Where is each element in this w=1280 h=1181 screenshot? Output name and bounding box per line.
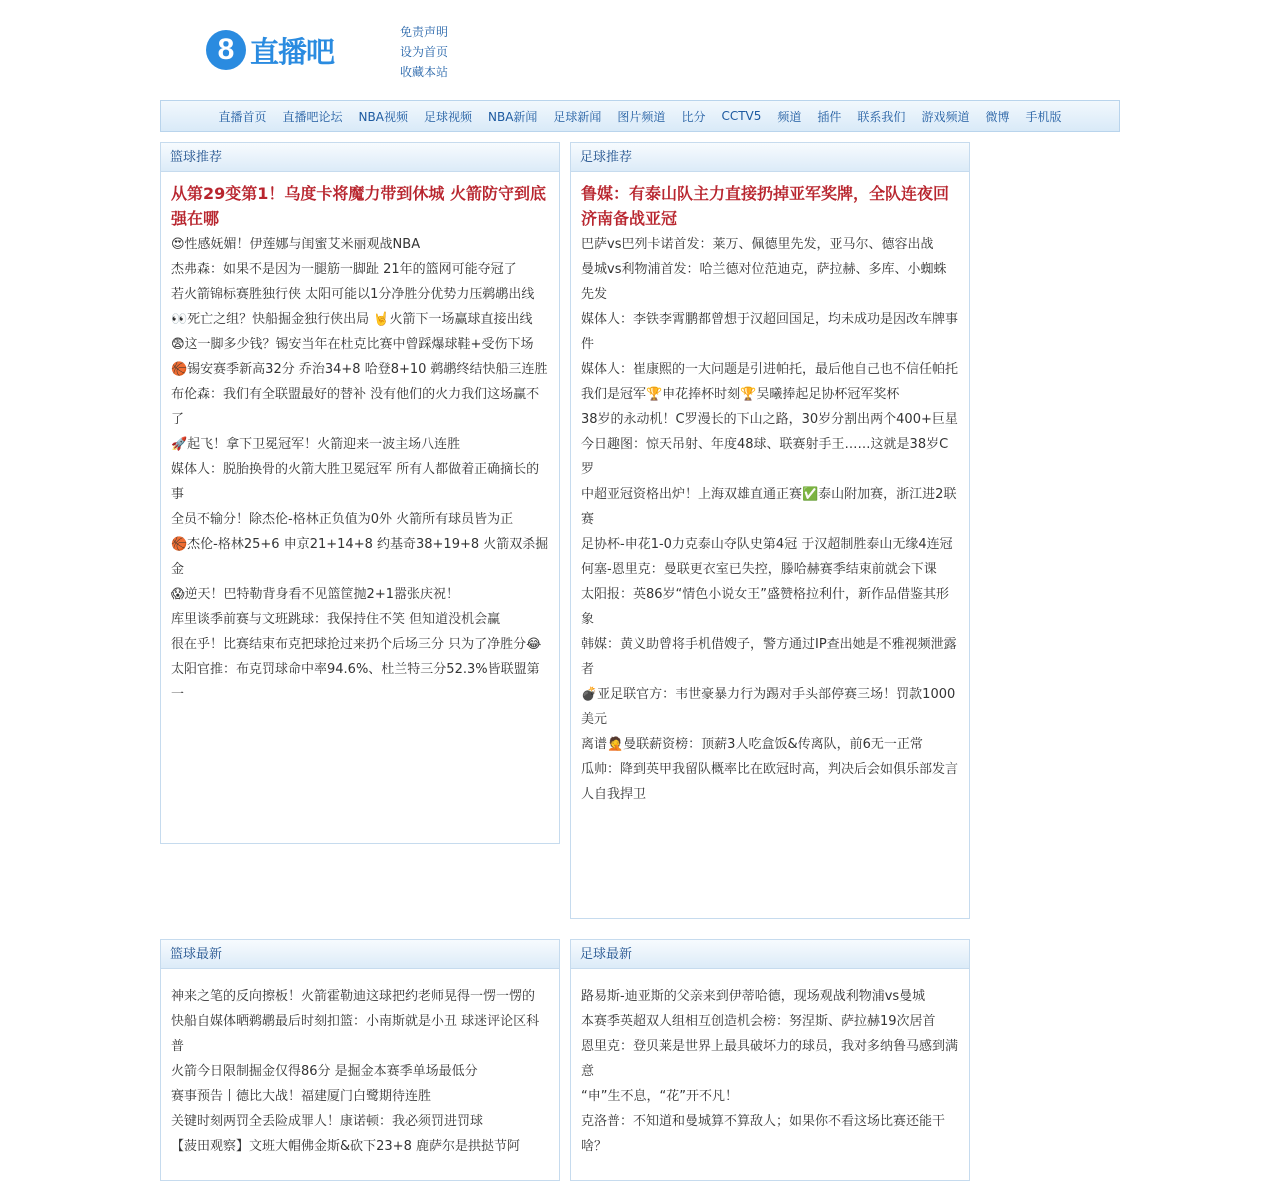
- list-item: [581, 1084, 959, 1109]
- panel-title: 篮球推荐: [161, 143, 559, 172]
- nav-scores[interactable]: 比分: [681, 109, 706, 124]
- news-link[interactable]: 关键时刻两罚全丢险成罪人！康诺顿：我必须罚进罚球: [171, 1114, 484, 1129]
- nav-nba-video[interactable]: NBA视频: [358, 109, 408, 124]
- list-item: [581, 407, 959, 432]
- panel-title: 足球最新: [571, 940, 969, 969]
- news-link[interactable]: 火箭今日限制掘金仅得86分 是掘金本赛季单场最低分: [171, 1064, 478, 1079]
- nav-football-news[interactable]: 足球新闻: [553, 109, 602, 124]
- main-nav: [160, 100, 1120, 132]
- news-link[interactable]: 库里谈季前赛与文班跳球：我保持住不笑 但知道没机会赢: [171, 612, 501, 627]
- nav-nba-news[interactable]: NBA新闻: [487, 109, 538, 124]
- list-item: [171, 457, 549, 507]
- list-item: [581, 482, 959, 532]
- news-link[interactable]: 今日趣图：惊天吊射、年度48球、联赛射手王……这就是38岁C罗: [581, 437, 949, 477]
- list-item: [171, 532, 549, 582]
- list-item: [171, 307, 549, 332]
- news-link[interactable]: 很在乎！比赛结束布克把球抢过来扔个后场三分 只为了净胜分😂: [171, 637, 542, 652]
- list-item: [581, 557, 959, 582]
- news-link[interactable]: 路易斯-迪亚斯的父亲来到伊蒂哈德，现场观战利物浦vs曼城: [581, 989, 926, 1004]
- nav-home[interactable]: 直播首页: [218, 109, 267, 124]
- basketball-latest-panel: [160, 939, 560, 1181]
- list-item: [581, 532, 959, 557]
- list-item: [171, 232, 549, 257]
- news-link[interactable]: 本赛季英超双人组相互创造机会榜：努涅斯、萨拉赫19次居首: [581, 1014, 936, 1029]
- news-link[interactable]: 克洛普：不知道和曼城算不算敌人；如果你不看这场比赛还能干啥？: [581, 1114, 946, 1154]
- news-link[interactable]: 🏀锡安赛季新高32分 乔治34+8 哈登8+10 鹈鹕终结快船三连胜: [171, 362, 548, 377]
- site-header: [0, 0, 1280, 100]
- news-link[interactable]: 👀死亡之组？快船掘金独行侠出局 🤘火箭下一场赢球直接出线: [171, 312, 533, 327]
- list-item: [171, 1059, 549, 1084]
- list-item: [171, 1109, 549, 1134]
- news-link[interactable]: 若火箭锦标赛胜独行侠 太阳可能以1分净胜分优势力压鹈鹕出线: [171, 287, 535, 302]
- list-item: [171, 332, 549, 357]
- football-recommend-panel: [570, 142, 970, 919]
- news-link[interactable]: 韩媒：黄义助曾将手机借嫂子，警方通过IP查出她是不雅视频泄露者: [581, 637, 957, 677]
- list-item: [581, 632, 959, 682]
- news-link[interactable]: 全员不输分！除杰伦-格林正负值为0外 火箭所有球员皆为正: [171, 512, 514, 527]
- news-list: [171, 984, 549, 1159]
- news-link[interactable]: 恩里克：登贝莱是世界上最具破坏力的球员，我对多纳鲁马感到满意: [581, 1039, 959, 1079]
- news-link[interactable]: 😍性感妩媚！伊莲娜与闺蜜艾米丽观战NBA: [171, 237, 421, 252]
- news-link[interactable]: “申”生不息，“花”开不凡！: [581, 1089, 738, 1104]
- panel-title: 足球推荐: [571, 143, 969, 172]
- disclaimer-link[interactable]: 免责声明: [400, 25, 449, 39]
- bookmark-site-link[interactable]: 收藏本站: [400, 65, 449, 79]
- news-link[interactable]: 🚀起飞！拿下卫冕冠军！火箭迎来一波主场八连胜: [171, 437, 461, 452]
- news-link[interactable]: 巴萨vs巴列卡诺首发：莱万、佩德里先发，亚马尔、德容出战: [581, 237, 934, 252]
- panel-title: 篮球最新: [161, 940, 559, 969]
- news-link[interactable]: 曼城vs利物浦首发：哈兰德对位范迪克，萨拉赫、多库、小蜘蛛先发: [581, 262, 947, 302]
- logo-text: 直播吧: [250, 34, 335, 69]
- news-list: [581, 232, 959, 807]
- list-item: [581, 984, 959, 1009]
- news-link[interactable]: 媒体人：崔康熙的一大问题是引进帕托，最后他自己也不信任帕托: [581, 362, 959, 377]
- news-link[interactable]: 😨这一脚多少钱？锡安当年在杜克比赛中曾踩爆球鞋+受伤下场: [171, 337, 534, 352]
- football-latest-panel: [570, 939, 970, 1181]
- nav-cctv5[interactable]: CCTV5: [721, 109, 762, 123]
- news-link[interactable]: 中超亚冠资格出炉！上海双雄直通正赛✅泰山附加赛，浙江进2联赛: [581, 487, 957, 527]
- logo-8-icon: 8: [206, 30, 246, 70]
- news-link[interactable]: 💣亚足联官方：韦世豪暴力行为踢对手头部停赛三场！罚款1000美元: [581, 687, 956, 727]
- news-link[interactable]: 【菠田观察】文班大帽佛金斯&砍下23+8 鹿萨尔是拱挞节阿: [171, 1139, 520, 1154]
- list-item: [171, 1009, 549, 1059]
- site-logo[interactable]: [206, 28, 334, 72]
- news-link[interactable]: 😱逆天！巴特勒背身看不见篮筐抛2+1嚣张庆祝！: [171, 587, 459, 602]
- news-link[interactable]: 🏀杰伦-格林25+6 申京21+14+8 约基奇38+19+8 火箭双杀掘金: [171, 537, 549, 577]
- list-item: [581, 757, 959, 807]
- list-item: [171, 357, 549, 382]
- list-item: [581, 382, 959, 407]
- news-link[interactable]: 神来之笔的反向擦板！火箭霍勒迪这球把约老师晃得一愣一愣的: [171, 989, 536, 1004]
- list-item: [171, 582, 549, 607]
- nav-contact[interactable]: 联系我们: [857, 109, 906, 124]
- set-homepage-link[interactable]: 设为首页: [400, 45, 449, 59]
- list-item: [581, 732, 959, 757]
- headline-link[interactable]: 从第29变第1！乌度卡将魔力带到休城 火箭防守到底强在哪: [171, 184, 546, 228]
- news-link[interactable]: 离谱🤦曼联薪资榜：顶薪3人吃盒饭&传离队，前6无一正常: [581, 737, 923, 752]
- list-item: [581, 232, 959, 257]
- list-item: [581, 682, 959, 732]
- nav-mobile[interactable]: 手机版: [1025, 109, 1062, 124]
- list-item: [581, 432, 959, 482]
- news-link[interactable]: 我们是冠军🏆申花捧杯时刻🏆吴曦捧起足协杯冠军奖杯: [581, 387, 900, 402]
- list-item: [581, 1109, 959, 1159]
- list-item: [171, 257, 549, 282]
- news-link[interactable]: 媒体人：脱胎换骨的火箭大胜卫冕冠军 所有人都做着正确摘长的事: [171, 462, 540, 502]
- list-item: [171, 607, 549, 632]
- list-item: [581, 1034, 959, 1084]
- news-link[interactable]: 瓜帅：降到英甲我留队概率比在欧冠时高，判决后会如俱乐部发言人自我捍卫: [581, 762, 959, 802]
- list-item: [581, 1009, 959, 1034]
- list-item: [171, 1084, 549, 1109]
- nav-weibo[interactable]: 微博: [985, 109, 1010, 124]
- news-link[interactable]: 太阳官推：布克罚球命中率94.6%、杜兰特三分52.3%皆联盟第一: [171, 662, 540, 702]
- news-list: [581, 984, 959, 1159]
- list-item: [581, 307, 959, 357]
- top-links: [400, 22, 448, 82]
- news-link[interactable]: 杰弗森：如果不是因为一腿筋一脚趾 21年的篮网可能夺冠了: [171, 262, 517, 277]
- news-link[interactable]: 太阳报：英86岁“情色小说女王”盛赞格拉利什，新作品借鉴其形象: [581, 587, 950, 627]
- basketball-recommend-panel: [160, 142, 560, 844]
- news-link[interactable]: 媒体人：李铁李霄鹏都曾想于汉超回国足，均未成功是因改车牌事件: [581, 312, 959, 352]
- list-item: [581, 582, 959, 632]
- list-item: [171, 507, 549, 532]
- headline-link[interactable]: 鲁媒：有泰山队主力直接扔掉亚军奖牌，全队连夜回济南备战亚冠: [581, 184, 950, 228]
- news-link[interactable]: 赛事预告丨德比大战！福建厦门白鹭期待连胜: [171, 1089, 432, 1104]
- list-item: [171, 1134, 549, 1159]
- list-item: [171, 657, 549, 707]
- list-item: [171, 432, 549, 457]
- list-item: [171, 282, 549, 307]
- list-item: [581, 357, 959, 382]
- news-link[interactable]: 布伦森：我们有全联盟最好的替补 没有他们的火力我们这场赢不了: [171, 387, 540, 427]
- nav-plugins[interactable]: 插件: [817, 109, 842, 124]
- nav-forum[interactable]: 直播吧论坛: [282, 109, 343, 124]
- nav-games[interactable]: 游戏频道: [921, 109, 970, 124]
- news-link[interactable]: 何塞-恩里克：曼联更衣室已失控，滕哈赫赛季结束前就会下课: [581, 562, 937, 577]
- news-list: [171, 232, 549, 707]
- nav-channels[interactable]: 频道: [777, 109, 802, 124]
- list-item: [171, 632, 549, 657]
- news-link[interactable]: 38岁的永动机！C罗漫长的下山之路，30岁分割出两个400+巨星: [581, 412, 958, 427]
- nav-photos[interactable]: 图片频道: [617, 109, 666, 124]
- list-item: [581, 257, 959, 307]
- news-link[interactable]: 快船自媒体晒鹈鹕最后时刻扣篮：小南斯就是小丑 球迷评论区科普: [171, 1014, 540, 1054]
- list-item: [171, 984, 549, 1009]
- list-item: [171, 382, 549, 432]
- nav-football-video[interactable]: 足球视频: [423, 109, 472, 124]
- news-link[interactable]: 足协杯-申花1-0力克泰山夺队史第4冠 于汉超制胜泰山无缘4连冠: [581, 537, 953, 552]
